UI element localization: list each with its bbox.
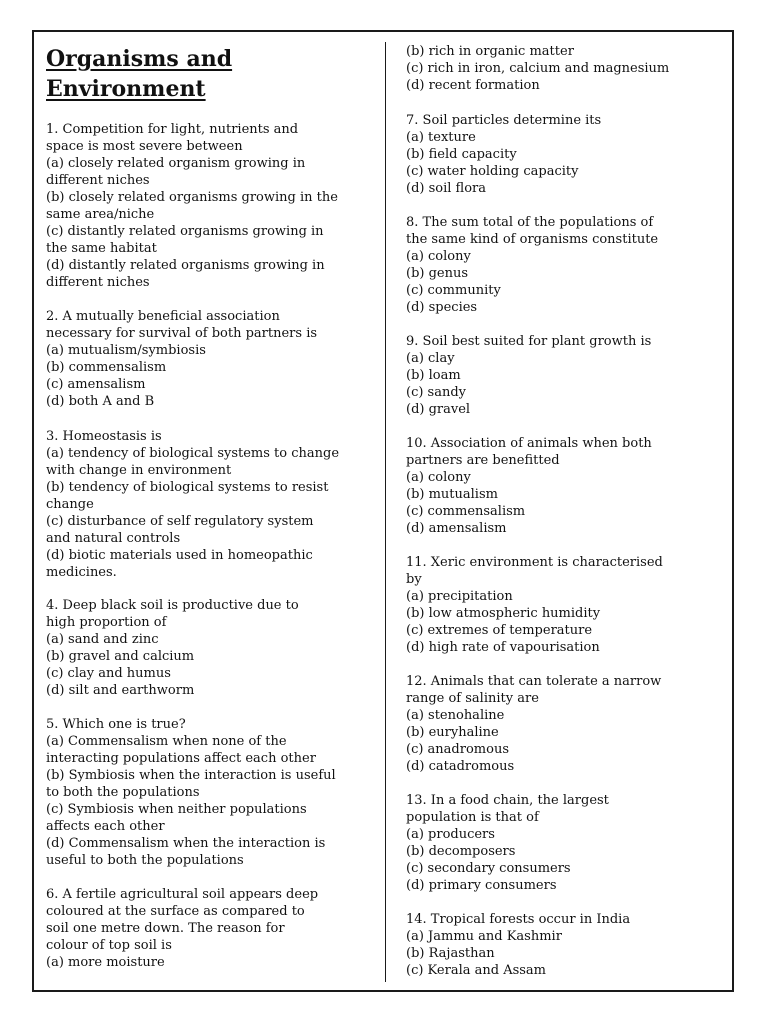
question-line: (c) anadromous [406, 742, 509, 757]
question-line: (c) distantly related organisms growing in [46, 224, 324, 239]
question-line: by [406, 572, 422, 587]
question-line: (b) loam [406, 368, 461, 383]
question-line: (c) clay and humus [46, 666, 171, 681]
question-line: (d) amensalism [406, 521, 507, 536]
question-line: affects each other [46, 819, 165, 834]
question-line: partners are benefitted [406, 453, 560, 468]
question-line: population is that of [406, 810, 539, 825]
question-line: high proportion of [46, 615, 167, 630]
question-line: different niches [46, 275, 150, 290]
question-line: (d) both A and B [46, 394, 155, 409]
question-block [46, 428, 339, 581]
question-text: 9. Soil best suited for plant growth is [406, 334, 652, 349]
question-line: different niches [46, 173, 150, 188]
question-block [46, 886, 318, 971]
question-line: (a) texture [406, 130, 476, 145]
question-block [46, 308, 317, 410]
question-line: (b) commensalism [46, 360, 167, 375]
question-line: (a) Commensalism when none of the [46, 734, 287, 749]
question-line: (b) Rajasthan [406, 946, 495, 961]
question-line: (a) mutualism/symbiosis [46, 343, 206, 358]
question-line: (c) secondary consumers [406, 861, 571, 876]
question-line: (b) closely related organisms growing in the [46, 190, 338, 205]
question-line: necessary for survival of both partners is [46, 326, 318, 341]
question-line: (c) commensalism [406, 504, 526, 519]
question-line: and natural controls [46, 531, 181, 546]
question-line: (d) Commensalism when the interaction is [46, 836, 326, 851]
question-line: (d) recent formation [406, 78, 540, 93]
question-text: 1. Competition for light, nutrients and [46, 122, 299, 137]
question-line: same area/niche [46, 207, 155, 222]
question-line: (c) amensalism [46, 377, 146, 392]
question-line: the same kind of organisms constitute [406, 232, 659, 247]
title-line-1: Organisms and [46, 46, 233, 72]
question-line: coloured at the surface as compared to [46, 904, 305, 919]
question-line: medicines. [46, 565, 117, 580]
question-block [406, 112, 601, 197]
question-line: colour of top soil is [46, 938, 172, 953]
question-text: 6. A fertile agricultural soil appears deep [46, 887, 319, 902]
question-line: change [46, 497, 94, 512]
question-line: (b) Symbiosis when the interaction is useful [46, 768, 336, 783]
question-block [46, 716, 336, 869]
question-block [406, 435, 652, 537]
question-line: (a) clay [406, 351, 455, 366]
question-line: interacting populations affect each other [46, 751, 316, 766]
question-text: 3. Homeostasis is [46, 429, 162, 444]
question-line: (d) silt and earthworm [46, 683, 195, 698]
question-line: soil one metre down. The reason for [46, 921, 285, 936]
question-line: (b) gravel and calcium [46, 649, 195, 664]
question-block [406, 554, 663, 656]
question-line: (a) stenohaline [406, 708, 505, 723]
question-line: (c) extremes of temperature [406, 623, 593, 638]
question-line: (d) soil flora [406, 181, 487, 196]
question-line: (a) tendency of biological systems to change [46, 446, 340, 461]
question-text: 5. Which one is true? [46, 717, 186, 732]
question-line: (a) producers [406, 827, 495, 842]
question-line: (b) decomposers [406, 844, 516, 859]
question-line: (a) precipitation [406, 589, 513, 604]
column-divider [385, 42, 386, 982]
question-block [406, 911, 630, 979]
question-line: (c) water holding capacity [406, 164, 579, 179]
question-text: 10. Association of animals when both [406, 436, 652, 451]
question-text: 12. Animals that can tolerate a narrow [406, 674, 662, 689]
question-line: (c) sandy [406, 385, 467, 400]
question-line: (a) more moisture [46, 955, 165, 970]
question-text: 13. In a food chain, the largest [406, 793, 609, 808]
question-block [406, 792, 609, 894]
question-line: to both the populations [46, 785, 200, 800]
question-line: space is most severe between [46, 139, 243, 154]
question-block [406, 214, 658, 316]
question-line: range of salinity are [406, 691, 539, 706]
document-title [46, 44, 366, 104]
question-line: (a) closely related organism growing in [46, 156, 306, 171]
question-line: (a) sand and zinc [46, 632, 159, 647]
question-line: (b) field capacity [406, 147, 517, 162]
question-line: (b) euryhaline [406, 725, 499, 740]
title-line-2: Environment [46, 76, 206, 102]
question-line: (d) distantly related organisms growing in [46, 258, 325, 273]
question-line: (a) Jammu and Kashmir [406, 929, 562, 944]
question-line: (b) low atmospheric humidity [406, 606, 601, 621]
question-line: (c) rich in iron, calcium and magnesium [406, 61, 670, 76]
question-line: (a) colony [406, 470, 471, 485]
question-text: 7. Soil particles determine its [406, 113, 602, 128]
question-text: 2. A mutually beneficial association [46, 309, 280, 324]
question-line: (b) rich in organic matter [406, 44, 574, 59]
question-line: (b) mutualism [406, 487, 498, 502]
question-line: with change in environment [46, 463, 232, 478]
question-line: (d) catadromous [406, 759, 515, 774]
question-line: the same habitat [46, 241, 157, 256]
question-line: (d) high rate of vapourisation [406, 640, 600, 655]
question-block [46, 597, 299, 699]
question-block [406, 43, 669, 94]
question-line: (d) biotic materials used in homeopathic [46, 548, 313, 563]
question-line: (c) Kerala and Assam [406, 963, 547, 978]
question-line: (c) Symbiosis when neither populations [46, 802, 307, 817]
question-block [406, 673, 661, 775]
question-line: (d) primary consumers [406, 878, 557, 893]
question-block [406, 333, 651, 418]
question-line: useful to both the populations [46, 853, 244, 868]
question-text: 14. Tropical forests occur in India [406, 912, 631, 927]
question-line: (c) disturbance of self regulatory system [46, 514, 314, 529]
question-line: (b) tendency of biological systems to resist [46, 480, 329, 495]
question-text: 8. The sum total of the populations of [406, 215, 654, 230]
question-line: (d) gravel [406, 402, 471, 417]
question-line: (c) community [406, 283, 501, 298]
question-line: (a) colony [406, 249, 471, 264]
question-text: 11. Xeric environment is characterised [406, 555, 663, 570]
question-line: (b) genus [406, 266, 469, 281]
question-line: (d) species [406, 300, 478, 315]
question-text: 4. Deep black soil is productive due to [46, 598, 299, 613]
question-block [46, 121, 338, 291]
